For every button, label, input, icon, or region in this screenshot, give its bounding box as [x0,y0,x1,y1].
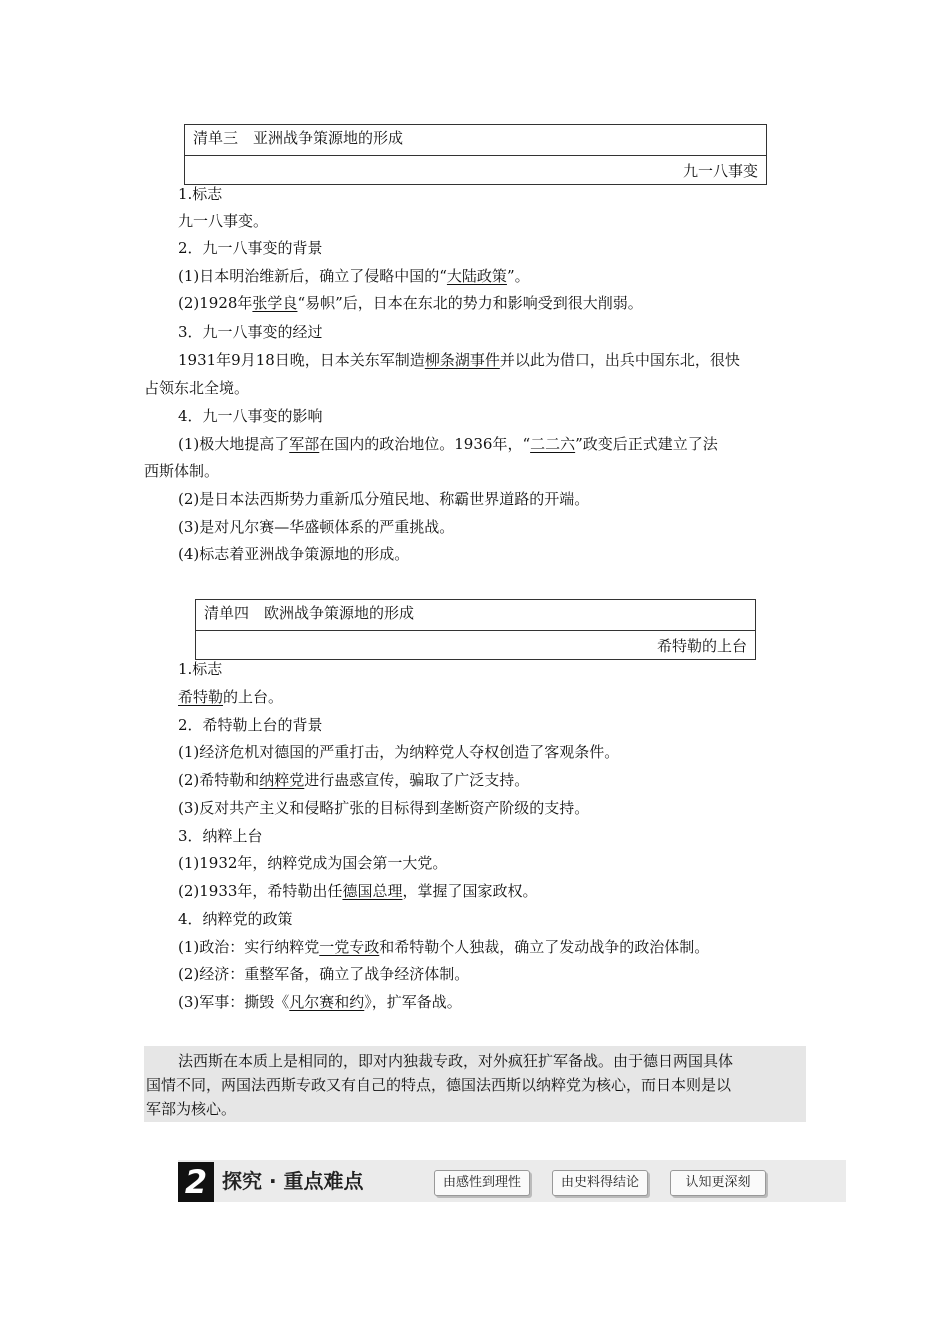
text-segment: 》，扩军备战。 [364,993,462,1011]
text-segment: (1)日本明治维新后，确立了侵略中国的“ [178,267,447,285]
text-segment: 1.标志 [178,660,223,678]
text-segment: ，掌握了国家政权。 [402,882,538,900]
text-line [178,714,323,736]
text-line [178,991,462,1013]
section3-box-right: 九一八事变 [682,162,758,180]
underlined-term: 德国总理 [342,882,403,900]
underlined-term: 军部 [289,435,320,453]
section-banner [178,1160,846,1202]
text-segment: 西斯体制。 [144,462,220,480]
text-line [178,741,619,763]
text-line [178,516,454,538]
text-line [178,433,718,455]
text-line [178,880,537,902]
text-segment: (1)极大地提高了 [178,435,290,453]
note-line: 法西斯在本质上是相同的，即对内独裁专政，对外疯狂扩军备战。由于德日两国具体 [178,1052,734,1070]
text-line [178,321,323,343]
text-segment: 并以此为借口，出兵中国东北，很快 [499,351,740,369]
text-segment: ”政变后正式建立了法 [575,435,718,453]
text-line [178,237,323,259]
underlined-term: 凡尔赛和约 [289,993,365,1011]
text-segment: (2)希特勒和 [178,771,260,789]
text-line [144,460,219,482]
text-segment: 2．九一八事变的背景 [178,239,323,257]
section4-header-box [195,599,756,660]
text-line [178,852,447,874]
text-line [178,349,740,371]
underlined-term: 希特勒 [178,688,224,706]
text-segment: 3．纳粹上台 [178,827,263,845]
tab-deeper-understanding[interactable]: 认知更深刻 [670,1170,766,1196]
text-line [178,183,222,205]
section3-box-title: 清单三 亚洲战争策源地的形成 [185,125,766,156]
text-line [178,963,469,985]
text-segment: 和希特勒个人独裁，确立了发动战争的政治体制。 [379,938,710,956]
summary-note [144,1046,806,1122]
text-segment: 2．希特勒上台的背景 [178,716,323,734]
text-segment: (3)军事：撕毁《 [178,993,290,1011]
text-segment: 1.标志 [178,185,223,203]
text-line [178,686,283,708]
underlined-term: 柳条湖事件 [424,351,500,369]
text-line [178,797,589,819]
text-segment: (1)1932年，纳粹党成为国会第一大党。 [178,854,448,872]
text-segment: 4．纳粹党的政策 [178,910,293,928]
section4-box-title: 清单四 欧洲战争策源地的形成 [196,600,755,631]
text-segment: (3)是对凡尔赛—华盛顿体系的严重挑战。 [178,518,455,536]
underlined-term: 纳粹党 [259,771,305,789]
text-segment: “易帜”后，日本在东北的势力和影响受到很大削弱。 [297,294,643,312]
note-line: 军部为核心。 [146,1100,237,1118]
text-line [178,908,293,930]
text-line [178,658,222,680]
underlined-term: 二二六 [530,435,576,453]
text-line [178,825,263,847]
text-segment: 占领东北全境。 [144,379,250,397]
text-line [178,405,323,427]
section4-box-right: 希特勒的上台 [656,637,747,655]
text-segment: 3．九一八事变的经过 [178,323,323,341]
banner-title: 探究 · 重点难点 [222,1169,364,1193]
text-line [178,543,409,565]
tab-perceptual-to-rational[interactable]: 由感性到理性 [434,1170,530,1196]
text-segment: (4)标志着亚洲战争策源地的形成。 [178,545,410,563]
text-segment: 的上台。 [223,688,284,706]
underlined-term: 张学良 [252,294,298,312]
text-line [178,265,530,287]
text-segment: (1)政治：实行纳粹党 [178,938,320,956]
text-line [144,377,249,399]
text-line [178,292,643,314]
underlined-term: 大陆政策 [446,267,507,285]
text-segment: 在国内的政治地位。1936年，“ [319,435,531,453]
section-number-badge: 2 [178,1162,214,1202]
tab-sources-to-conclusion[interactable]: 由史料得结论 [552,1170,648,1196]
text-segment: ”。 [506,267,530,285]
text-segment: (2)1928年 [178,294,253,312]
text-line [178,769,529,791]
text-line [178,488,589,510]
text-segment: 4．九一八事变的影响 [178,407,323,425]
note-line: 国情不同，两国法西斯专政又有自己的特点，德国法西斯以纳粹党为核心，而日本则是以 [146,1076,732,1094]
text-segment: (3)反对共产主义和侵略扩张的目标得到垄断资产阶级的支持。 [178,799,590,817]
text-segment: 1931年9月18日晚，日本关东军制造 [178,351,425,369]
text-line [178,210,268,232]
text-segment: 九一八事变。 [178,212,269,230]
underlined-term: 一党专政 [319,938,380,956]
section3-header-box [184,124,767,185]
text-segment: 进行蛊惑宣传，骗取了广泛支持。 [304,771,530,789]
text-line [178,936,709,958]
text-segment: (2)经济：重整军备，确立了战争经济体制。 [178,965,470,983]
text-segment: (2)1933年，希特勒出任 [178,882,343,900]
text-segment: (1)经济危机对德国的严重打击，为纳粹党人夺权创造了客观条件。 [178,743,620,761]
text-segment: (2)是日本法西斯势力重新瓜分殖民地、称霸世界道路的开端。 [178,490,590,508]
